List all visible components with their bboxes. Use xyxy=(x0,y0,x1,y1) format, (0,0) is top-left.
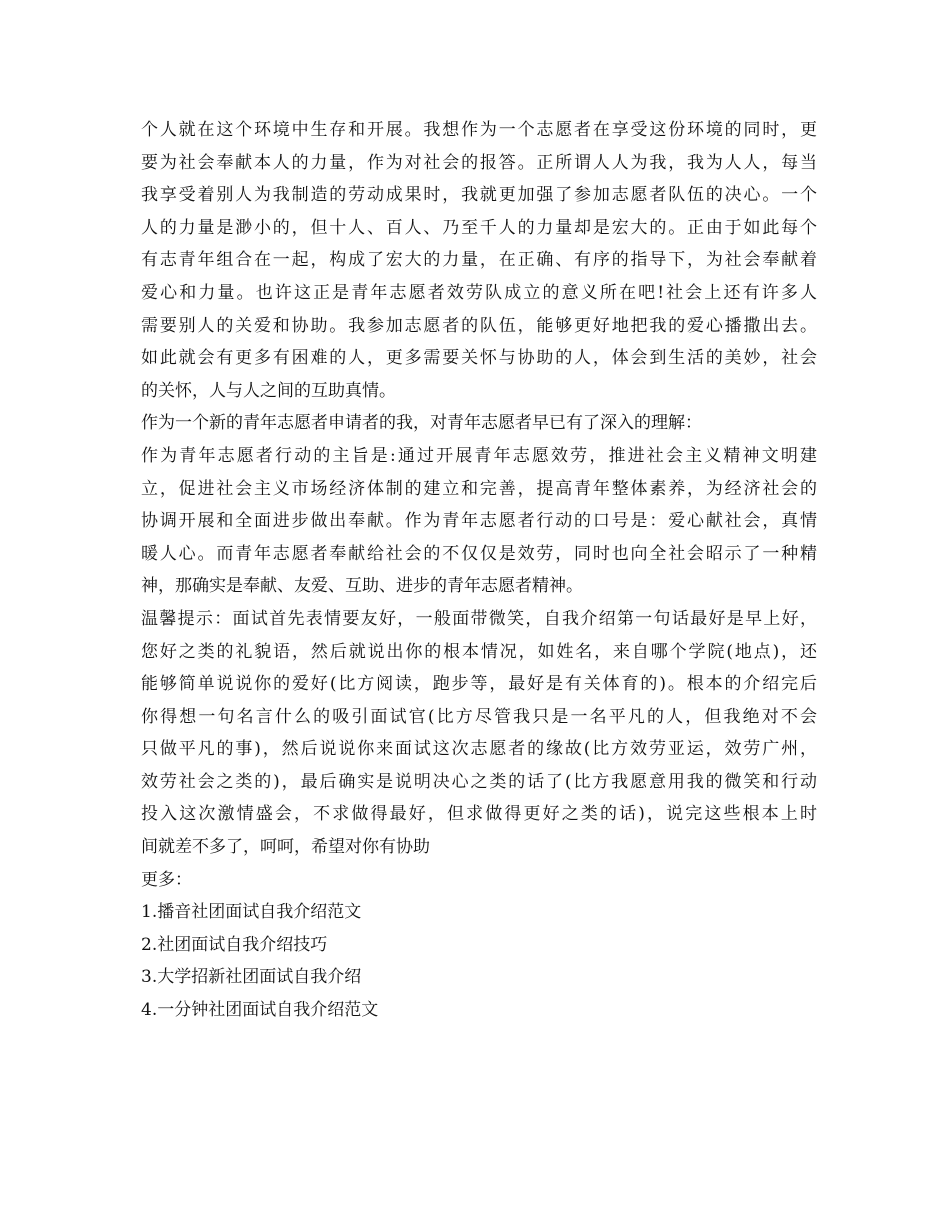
related-article-link[interactable]: 4.一分钟社团面试自我介绍范文 xyxy=(141,1000,379,1021)
text-line: 作为青年志愿者行动的主旨是:通过开展青年志愿效劳，推进社会主义精神文明建 xyxy=(141,445,817,466)
text-line: 要为社会奉献本人的力量，作为对社会的报答。正所谓人人为我，我为人人，每当 xyxy=(141,152,817,173)
paragraph-interview-tips xyxy=(141,603,817,864)
paragraph-understanding-intro: 作为一个新的青年志愿者申请者的我，对青年志愿者早已有了深入的理解： xyxy=(141,413,702,434)
text-line: 投入这次激情盛会，不求做得最好，但求做得更好之类的话)，说完这些根本上时 xyxy=(141,804,817,825)
text-line: 如此就会有更多有困难的人，更多需要关怀与协助的人，体会到生活的美妙，社会 xyxy=(141,348,817,369)
text-line: 个人就在这个环境中生存和开展。我想作为一个志愿者在享受这份环境的同时，更 xyxy=(141,120,817,140)
text-line: 需要别人的关爱和协助。我参加志愿者的队伍，能够更好地把我的爱心播撒出去。 xyxy=(141,315,817,336)
document-body xyxy=(141,114,817,1027)
paragraph-volunteer-motivation xyxy=(141,114,817,407)
text-line: 效劳社会之类的)，最后确实是说明决心之类的话了(比方我愿意用我的微笑和行动 xyxy=(141,771,817,792)
related-article-link[interactable]: 2.社团面试自我介绍技巧 xyxy=(141,934,328,955)
text-line: 您好之类的礼貌语，然后就说出你的根本情况，如姓名，来自哪个学院(地点)，还 xyxy=(141,641,817,662)
paragraph-volunteer-purpose xyxy=(141,440,817,603)
text-line: 暖人心。而青年志愿者奉献给社会的不仅仅是效劳，同时也向全社会昭示了一种精 xyxy=(141,543,817,564)
text-line: 神，那确实是奉献、友爱、互助、进步的青年志愿者精神。 xyxy=(141,576,583,597)
text-line: 人的力量是渺小的，但十人、百人、乃至千人的力量却是宏大的。正由于如此每个 xyxy=(141,217,817,238)
related-article-link[interactable]: 3.大学招新社团面试自我介绍 xyxy=(141,967,362,988)
text-line: 你得想一句名言什么的吸引面试官(比方尽管我只是一名平凡的人，但我绝对不会 xyxy=(141,706,817,727)
text-line: 我享受着别人为我制造的劳动成果时，我就更加强了参加志愿者队伍的决心。一个 xyxy=(141,185,817,206)
text-line: 协调开展和全面进步做出奉献。作为青年志愿者行动的口号是：爱心献社会，真情 xyxy=(141,511,817,532)
text-line: 立，促进社会主义市场经济体制的建立和完善，提高青年整体素养，为经济社会的 xyxy=(141,478,817,499)
text-line: 的关怀，人与人之间的互助真情。 xyxy=(141,380,396,401)
text-line: 温馨提示：面试首先表情要友好，一般面带微笑，自我介绍第一句话最好是早上好， xyxy=(141,608,817,629)
text-line: 爱心和力量。也许这正是青年志愿者效劳队成立的意义所在吧!社会上还有许多人 xyxy=(141,282,817,303)
text-line: 有志青年组合在一起，构成了宏大的力量，在正确、有序的指导下，为社会奉献着 xyxy=(141,250,817,271)
text-line: 只做平凡的事)，然后说说你来面试这次志愿者的缘故(比方效劳亚运，效劳广州， xyxy=(141,739,817,760)
text-line: 间就差不多了，呵呵，希望对你有协助 xyxy=(141,837,430,858)
text-line: 能够简单说说你的爱好(比方阅读，跑步等，最好是有关体育的)。根本的介绍完后 xyxy=(141,674,817,695)
more-label: 更多： xyxy=(141,869,192,890)
related-article-link[interactable]: 1.播音社团面试自我介绍范文 xyxy=(141,902,362,923)
